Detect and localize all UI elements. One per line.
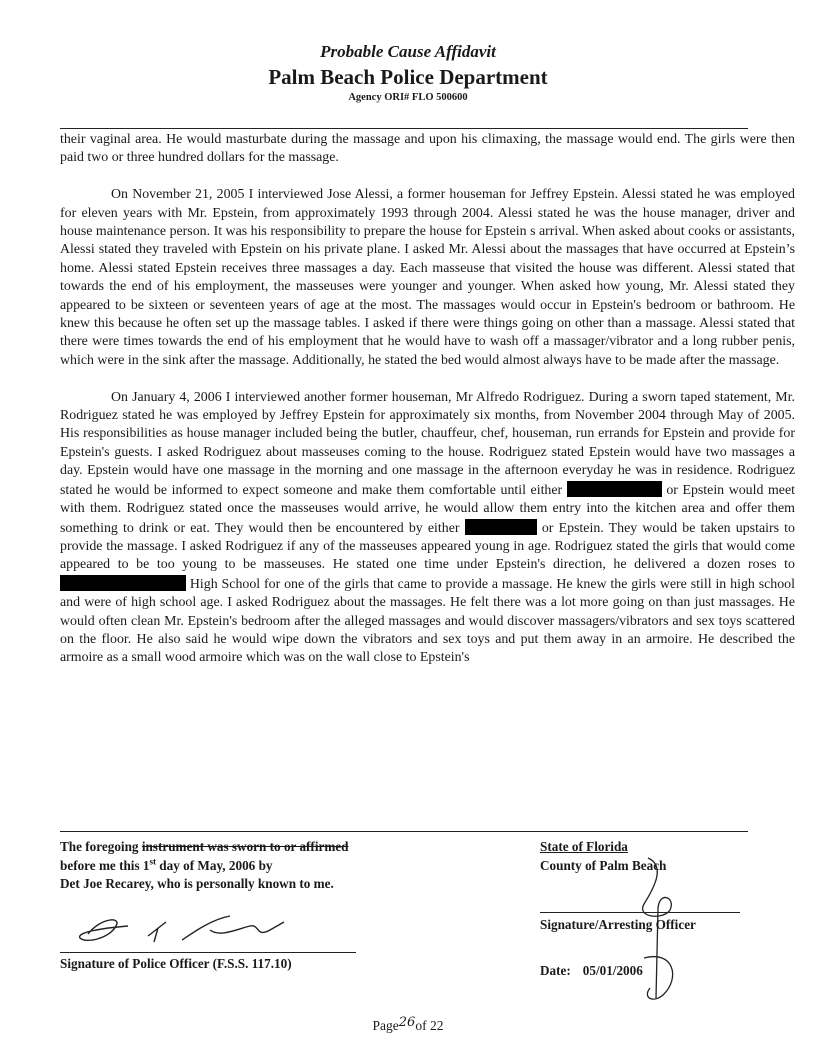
page-number: Page26of 22	[372, 1015, 444, 1033]
rodriguez-text-part-4: High School for one of the girls that came to provide a massage. He knew the girls were still in high school and were of high school age. I asked Rodriguez about the massages. He felt there was a lot more going on than just massages. He would often clean Mr. Epstein's bedroom after the alleged massages and would discover massagers/vibrators and sex toys scattered on the floor. He also said he would wipe down the vibrators and sex toys and put them away in an armoire. He described the armoire as a small wood armoire which was on the wall close to Epstein's	[60, 576, 795, 666]
paragraph-continuation: their vaginal area. He would masturbate during the massage and upon his climaxing, the massage would end. The girls were then paid two or three hundred dollars for the massage.	[60, 132, 795, 166]
agency-ori: Agency ORI# FLO 500600	[348, 92, 468, 103]
rodriguez-text-part-1: On January 4, 2006 I interviewed another former houseman, Mr Alfredo Rodriguez. During a sworn taped statement, Mr. Rodriguez stated he was employed by Jeffrey Epstein for approximately six months, from November 2004 through May of 2005. His responsibilities as house manager included being the butler, chauffeur, chef, houseman, run errands for Epstein and provide for Epstein's guests. I asked Rodriguez about masseuses coming to the house. Rodriguez stated Epstein would have two massages a day. Epstein would have one massage in the morning and one massage in the afternoon everyday he was in residence. Rodriguez stated he would be informed to expect someone and make them comfortable until either	[60, 389, 795, 498]
state-line: State of Florida	[540, 839, 628, 854]
date-label: Date:	[540, 963, 571, 978]
jurat-line-3: Det Joe Recarey, who is personally known to me.	[60, 876, 334, 891]
affidavit-body	[60, 131, 795, 686]
document-type-title: Probable Cause Affidavit	[320, 42, 496, 61]
rodriguez-text-part-3: or Epstein. They would be taken upstairs to provide the massage. I asked Rodriguez if any of the masseuses appeared young in age. Rodriguez stated the girls that would come appeared to be too young to be masseuses. He stated one time under Epstein's direction, he delivered a dozen roses to	[60, 520, 795, 573]
header-divider	[60, 128, 748, 129]
jurat-block	[60, 838, 460, 894]
document-header	[0, 41, 816, 105]
jurat-line-1: The foregoing instrument was sworn to or affirmed	[60, 839, 349, 854]
redaction-box	[465, 519, 537, 535]
officer-signature-label: Signature of Police Officer (F.S.S. 117.10)	[60, 956, 292, 971]
date-row	[540, 963, 643, 979]
jurat-divider	[60, 831, 748, 832]
department-name: Palm Beach Police Department	[268, 65, 548, 89]
officer-signature-line	[60, 952, 356, 953]
redaction-box	[567, 481, 662, 497]
handwritten-page-number: 26	[398, 1015, 416, 1030]
arresting-signature-label: Signature/Arresting Officer	[540, 917, 696, 932]
paragraph-rodriguez-interview	[60, 389, 795, 668]
county-line: County of Palm Beach	[540, 857, 667, 873]
arresting-signature-line	[540, 912, 740, 913]
rodriguez-text-part-2: or Epstein would meet with them. Rodriguez stated once the masseuses would arrive, he would allow them entry into the kitchen area and offer them something to drink or eat. They would then be encountered by either	[60, 482, 795, 536]
paragraph-alessi-interview: On November 21, 2005 I interviewed Jose Alessi, a former houseman for Jeffrey Epstein. Alessi stated he was employed for eleven years with Mr. Epstein, from approximately 1993 through 2004. Alessi stated he was the house manager, driver and house maintenance person. It was his responsibility to prepare the house for Epstein s arrival. When asked about cooks or assistants, Alessi stated they traveled with Epstein on his private plane. I asked Mr. Alessi about the massages that have occurred at Epstein’s home. Alessi stated Epstein receives three massages a day. Each masseuse that visited the house was different. Alessi stated that towards the end of his employment, the masseuses were younger and younger. When asked how young, Mr. Alessi stated they appeared to be sixteen or seventeen years of age at the most. The massages would occur in Epstein's bedroom or bathroom. He knew this because he often set up the massage tables. I asked if there were things going on other than a massage. Alessi stated that there were times towards the end of his employment that he would have to wash off a massager/vibrator and a long rubber penis, which were in the sink after the massage. Additionally, he stated the bed would almost always have to be made after the massage.	[60, 187, 795, 368]
redaction-box	[60, 575, 186, 591]
jurat-line-2: before me this 1st day of May, 2006 by	[60, 856, 273, 873]
date-value: 05/01/2006	[582, 963, 643, 978]
officer-signature-scrawl	[70, 908, 310, 956]
